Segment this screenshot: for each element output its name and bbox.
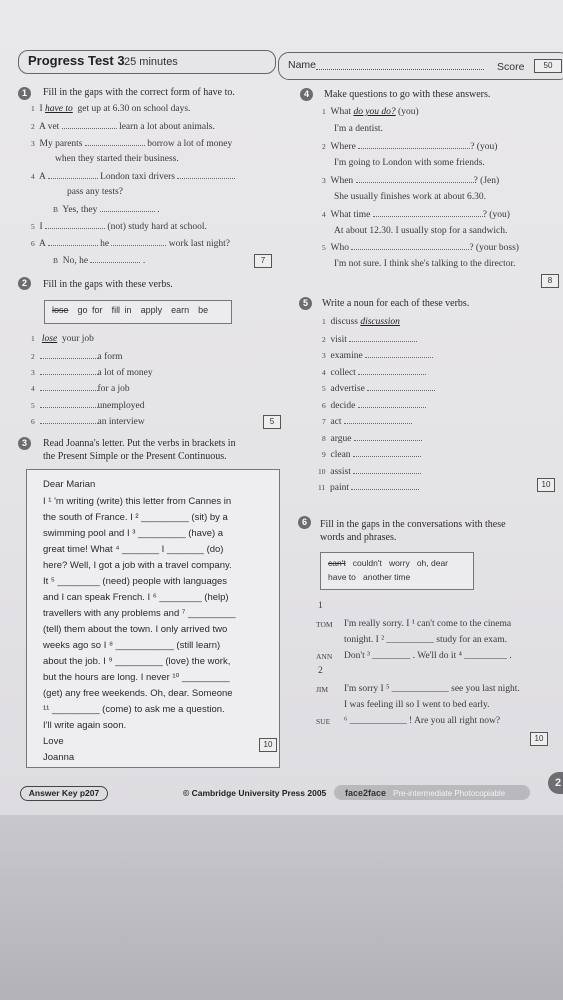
phrase-list-1: can't couldn't worry oh, dear	[328, 558, 449, 568]
letter-line: Dear Marian	[43, 479, 96, 490]
gap[interactable]	[351, 241, 469, 250]
letter-line: about the job. I ⁹ _________ (love) the work,	[43, 656, 231, 667]
speaker: JIM	[316, 685, 329, 694]
s4-q1: 1 What do you do? (you)	[322, 107, 419, 117]
s5-item-1: 1 discuss discussion	[322, 317, 400, 327]
s5-item-3: 3 examine	[322, 349, 433, 362]
letter-line: Joanna	[43, 752, 75, 763]
letter-line: I ¹ 'm writing (write) this letter from Cannes in	[43, 496, 232, 507]
speaker: SUE	[316, 717, 331, 726]
letter-line: great time! What ⁴ _______ I _______ (do)	[43, 544, 224, 555]
gap[interactable]	[111, 237, 166, 246]
s5-item-7: 7 act	[322, 415, 412, 428]
gap[interactable]	[62, 120, 117, 129]
s5-item-10: 10 assist	[318, 465, 421, 478]
letter-line: (tell) them about the town. I only arrived two	[43, 624, 228, 635]
table-surface	[0, 815, 563, 1000]
gap[interactable]	[358, 366, 426, 375]
gap[interactable]	[365, 349, 433, 358]
gap[interactable]	[40, 415, 98, 424]
gap[interactable]	[356, 174, 474, 183]
gap[interactable]	[358, 140, 470, 149]
conv-line: tonight. I ² __________ study for an exam.	[344, 635, 508, 645]
s2-item-4: 4 for a job	[31, 384, 130, 394]
conv-1-label: 1	[318, 601, 323, 611]
letter-line: and I can speak French. I ⁶ ________ (help)	[43, 592, 229, 603]
letter-line: the south of France. I ² _________ (sit) by a	[43, 512, 228, 523]
gap[interactable]	[354, 432, 422, 441]
conv-line: Don't ³ ________ . We'll do it ⁴ _________ .	[344, 651, 512, 661]
section-2-instruction: Fill in the gaps with these verbs.	[43, 279, 173, 290]
speaker: ANN	[316, 652, 333, 661]
s1-item-6b: B No, he .	[53, 256, 146, 266]
conv-2-label: 2	[318, 666, 323, 676]
s1-item-3-cont: when they started their business.	[55, 154, 179, 164]
s4-q5: 5 Who ? (your boss)	[322, 243, 519, 253]
gap[interactable]	[90, 254, 140, 263]
s4-a4: At about 12.30. I usually stop for a sandwich.	[334, 226, 508, 236]
gap[interactable]	[85, 137, 145, 146]
brand-tail: Pre-intermediate Photocopiable	[393, 789, 506, 798]
letter-line: I'll write again soon.	[43, 720, 127, 731]
gap[interactable]	[353, 465, 421, 474]
letter-line: here? Well, I got a job with a travel company.	[43, 560, 232, 571]
section-4-score-box[interactable]: 8	[541, 274, 559, 288]
page-title: Progress Test 3	[28, 53, 125, 68]
section-1-score-box[interactable]: 7	[254, 254, 272, 268]
brand-name: face2face	[345, 788, 387, 798]
section-3-score-box[interactable]: 10	[259, 738, 277, 752]
section-3-instruction-2: the Present Simple or the Present Continuous.	[43, 451, 227, 462]
s5-item-6: 6 decide	[322, 399, 426, 412]
s4-a5: I'm not sure. I think she's talking to the director.	[334, 259, 516, 269]
section-1-instruction: Fill in the gaps with the correct form of have to.	[43, 87, 235, 98]
gap[interactable]	[353, 448, 421, 457]
gap[interactable]	[40, 350, 98, 359]
answer-key-link[interactable]: Answer Key p207	[20, 786, 108, 801]
s2-item-6: 6 an interview	[31, 417, 145, 427]
s1-item-5: 5 I (not) study hard at school.	[31, 222, 207, 232]
gap[interactable]	[367, 382, 435, 391]
copyright-text: © Cambridge University Press 2005	[183, 788, 327, 798]
page-number-tab: 2	[548, 772, 563, 794]
letter-line: ¹¹ _________ (come) to ask me a question.	[43, 704, 225, 715]
s5-item-2: 2 visit	[322, 333, 417, 346]
gap[interactable]	[48, 237, 98, 246]
conv-line: ⁶ ____________ ! Are you all right now?	[344, 716, 501, 726]
gap[interactable]	[344, 415, 412, 424]
s5-item-8: 8 argue	[322, 432, 422, 445]
gap[interactable]	[177, 170, 235, 179]
conv-line: I'm really sorry. I ¹ can't come to the cinema	[344, 619, 512, 629]
gap[interactable]	[45, 220, 105, 229]
letter-line: Love	[43, 736, 64, 747]
s4-a2: I'm going to London with some friends.	[334, 158, 485, 168]
s2-item-5: 5 unemployed	[31, 401, 145, 411]
s2-item-2: 2 a form	[31, 352, 123, 362]
phrase-list-2: have to another time	[328, 572, 411, 582]
section-2-number: 2	[18, 277, 31, 290]
section-3-number: 3	[18, 437, 31, 450]
section-6-number: 6	[298, 516, 311, 529]
s1-item-4-cont: pass any tests?	[67, 187, 123, 197]
gap[interactable]	[40, 399, 98, 408]
s4-q3: 3 When ? (Jen)	[322, 176, 500, 186]
gap[interactable]	[100, 203, 155, 212]
conv-line: I was feeling ill so I went to bed early.	[344, 700, 490, 710]
s5-item-5: 5 advertise	[322, 382, 435, 395]
section-6-instruction-2: words and phrases.	[320, 532, 397, 543]
total-score-box[interactable]: 50	[534, 59, 562, 73]
gap[interactable]	[351, 481, 419, 490]
s1-item-6: 6 A he work last night?	[31, 239, 231, 249]
letter-line: swimming pool and I ³ _________ (have) a	[43, 528, 224, 539]
gap[interactable]	[40, 382, 98, 391]
s4-q2: 2 Where ? (you)	[322, 142, 498, 152]
gap[interactable]	[48, 170, 98, 179]
letter-line: It ⁵ ________ (need) people with languages	[43, 576, 228, 587]
section-5-instruction: Write a noun for each of these verbs.	[322, 298, 470, 309]
s2-item-1: 1 lose your job	[31, 334, 94, 344]
speaker: TOM	[316, 620, 333, 629]
gap[interactable]	[373, 208, 483, 217]
name-label: Name	[288, 59, 317, 71]
letter-line: travellers with any problems and ⁷ _________	[43, 608, 236, 619]
letter-line: but the hours are long. I never ¹⁰ _________	[43, 672, 230, 683]
letter-line: (get) any free weekends. Oh, dear. Someone	[43, 688, 233, 699]
conv-line: I'm sorry I ⁵ ____________ see you last night.	[344, 684, 520, 694]
section-5-number: 5	[299, 297, 312, 310]
gap[interactable]	[358, 399, 426, 408]
s4-q4: 4 What time ? (you)	[322, 210, 510, 220]
s1-item-3: 3 My parents borrow a lot of money	[31, 139, 233, 149]
section-3-instruction-1: Read Joanna's letter. Put the verbs in brackets in	[43, 438, 236, 449]
s1-item-2: 2 A vet learn a lot about animals.	[31, 122, 215, 132]
name-field[interactable]	[316, 69, 484, 70]
s1-item-1: 1 I have to get up at 6.30 on school days.	[31, 104, 191, 114]
s5-item-11: 11 paint	[318, 481, 419, 494]
section-6-instruction-1: Fill in the gaps in the conversations with these	[320, 519, 506, 530]
score-label: Score	[497, 61, 525, 73]
section-2-score-box[interactable]: 5	[263, 415, 281, 429]
section-5-score-box[interactable]: 10	[537, 478, 555, 492]
s2-item-3: 3 a lot of money	[31, 368, 153, 378]
s1-item-4: 4 A London taxi drivers	[31, 170, 235, 183]
gap[interactable]	[40, 366, 98, 375]
section-1-number: 1	[18, 87, 31, 100]
s4-a1: I'm a dentist.	[334, 124, 383, 134]
s4-a3: She usually finishes work at about 6.30.	[334, 192, 486, 202]
s5-item-9: 9 clean	[322, 448, 421, 461]
section-4-instruction: Make questions to go with these answers.	[324, 89, 491, 100]
gap[interactable]	[349, 333, 417, 342]
section-6-score-box[interactable]: 10	[530, 732, 548, 746]
s1-item-4b: B Yes, they .	[53, 205, 160, 215]
verb-list: lose go for fill in apply earn be	[52, 305, 209, 315]
letter-line: weeks ago so I ⁸ ___________ (still learn)	[43, 640, 221, 651]
section-4-number: 4	[300, 88, 313, 101]
test-duration: 25 minutes	[124, 56, 178, 68]
s5-item-4: 4 collect	[322, 366, 426, 379]
